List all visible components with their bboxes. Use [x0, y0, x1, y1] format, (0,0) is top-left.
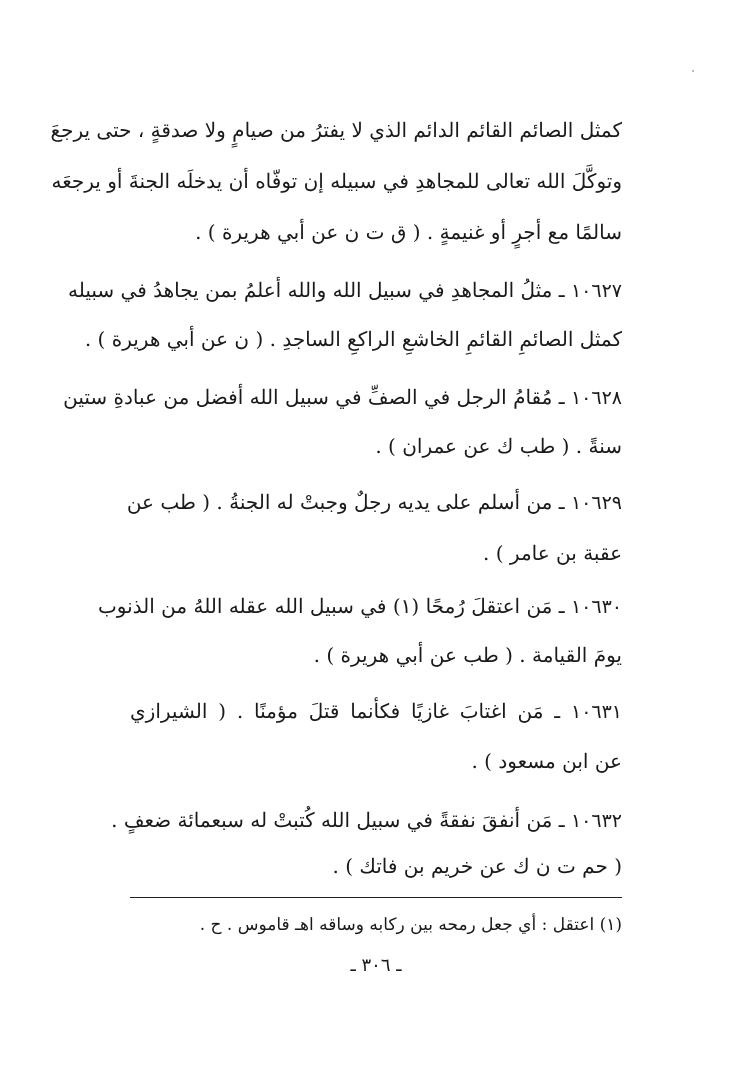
entry-10628-line-2: سنةً . ( طب ك عن عمران ) . — [375, 434, 622, 458]
entry-number: ١٠٦٣٠ — [570, 596, 622, 618]
entry-10629-line-2: عقبة بن عامر ) . — [483, 541, 622, 565]
entry-dash: ـ — [558, 808, 565, 832]
entry-10627-text-1: مثلُ المجاهدِ في سبيل الله والله أعلمُ بمن يجاهدُ في سبيله — [68, 278, 553, 302]
entry-10629-text-1: من أسلم على يديه رجلٌ وجبتْ له الجنةُ . ( طب عن — [126, 490, 553, 514]
entry-10630-text-1: مَن اعتقلَ رُمحًا (١) في سبيل الله عقله اللهُ من الذنوب — [97, 594, 553, 618]
entry-10629-line-1 — [126, 487, 622, 518]
entry-10628-line-1 — [63, 382, 622, 413]
entry-dash: ـ — [558, 594, 565, 618]
entry-10626-line-2: وتوكَّلَ الله تعالى للمجاهدِ في سبيله إن توفّاه أن يدخلَه الجنةَ أو يرجعَه — [51, 169, 622, 193]
entry-10627-line-1 — [68, 275, 622, 306]
entry-10630-line-1 — [97, 591, 622, 622]
entry-number: ١٠٦٣٢ — [570, 810, 622, 832]
entry-10631-line-1 — [130, 696, 622, 727]
entry-10630-line-2: يومَ القيامة . ( طب عن أبي هريرة ) . — [313, 643, 622, 667]
entry-number: ١٠٦٢٧ — [570, 280, 622, 302]
entry-dash: ـ — [554, 699, 561, 723]
entry-number: ١٠٦٣١ — [570, 701, 623, 723]
entry-dash: ـ — [558, 385, 565, 409]
entry-dash: ـ — [558, 490, 565, 514]
page-number: ـ ٣٠٦ ـ — [350, 955, 402, 976]
entry-number: ١٠٦٢٨ — [570, 387, 622, 409]
entry-10628-text-1: مُقامُ الرجل في الصفِّ في سبيل الله أفضل من عبادةِ ستين — [63, 385, 553, 409]
entry-10627-line-2: كمثل الصائمِ القائمِ الخاشعِ الراكعِ الساجدِ . ( ن عن أبي هريرة ) . — [84, 327, 622, 351]
entry-10626-line-3: سالمًا مع أجرٍ أو غنيمةٍ . ( ق ت ن عن أبي هريرة ) . — [195, 220, 622, 244]
entry-10632-text-1: مَن أنفقَ نفقةً في سبيل الله كُتبتْ له سبعمائة ضعفٍ . — [111, 808, 553, 832]
entry-dash: ـ — [558, 278, 565, 302]
footnote: (١) اعتقل : أي جعل رمحه بين ركابه وساقه اهـ قاموس . ح . — [199, 915, 622, 935]
entry-10631-text-1: مَن اغتابَ غازيًا فكأنما قتلَ مؤمنًا . ( الشيرازي — [130, 699, 544, 723]
entry-10632-line-1 — [111, 805, 622, 836]
scan-speck — [692, 70, 694, 72]
entry-10631-line-2: عن ابن مسعود ) . — [471, 749, 622, 773]
entry-10626-line-1: كمثل الصائم القائم الدائم الذي لا يفترُ من صيامٍ ولا صدقةٍ ، حتى يرجعَ — [50, 118, 622, 142]
footnote-rule — [130, 897, 622, 898]
entry-10632-line-2: ( حم ت ن ك عن خريم بن فاتك ) . — [332, 854, 622, 878]
entry-number: ١٠٦٢٩ — [570, 492, 622, 514]
